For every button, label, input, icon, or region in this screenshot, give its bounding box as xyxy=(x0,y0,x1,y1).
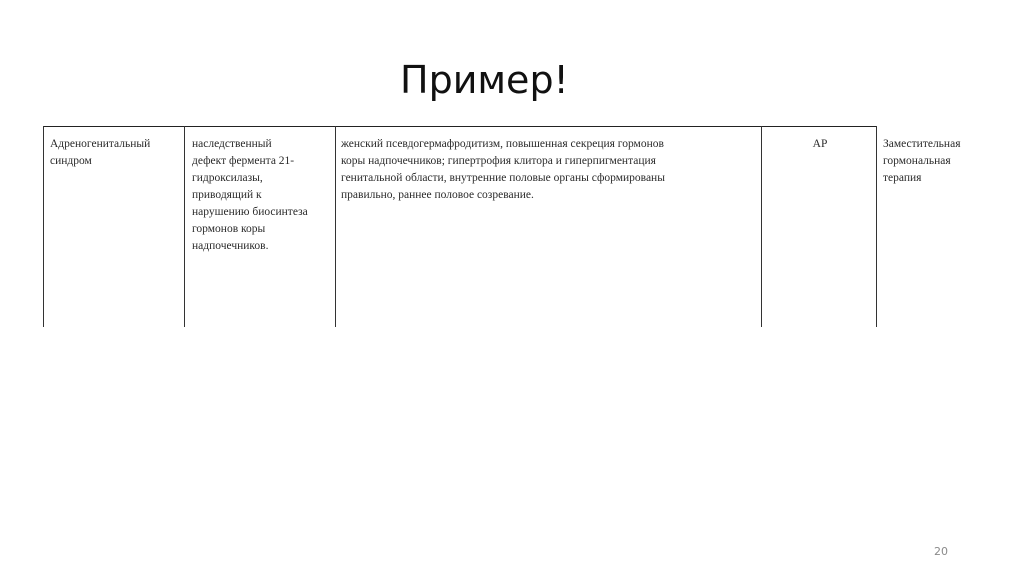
table-border-right xyxy=(876,126,877,327)
column-divider-1 xyxy=(184,126,185,327)
cell-treatment-line: Заместительная xyxy=(883,138,961,150)
cell-cause-line: нарушению биосинтеза xyxy=(192,206,308,218)
cell-treatment-line: гормональная xyxy=(883,155,951,167)
cell-symptoms-line: генитальной области, внутренние половые органы сформированы xyxy=(341,172,665,184)
column-divider-2 xyxy=(335,126,336,327)
cell-inheritance: АР xyxy=(812,138,828,150)
cell-cause xyxy=(192,136,332,255)
cell-cause-line: гормонов коры xyxy=(192,223,266,235)
cell-treatment xyxy=(883,136,993,187)
cell-cause-line: гидроксилазы, xyxy=(192,172,263,184)
cell-symptoms-line: женский псевдогермафродитизм, повышенная секреция гормонов xyxy=(341,138,664,150)
cell-cause-line: наследственный xyxy=(192,138,272,150)
cell-disease-line: Адреногенитальный xyxy=(50,138,151,150)
cell-symptoms-line: правильно, раннее половое созревание. xyxy=(341,189,534,201)
table-top-border xyxy=(43,126,877,127)
cell-cause-line: надпочечников. xyxy=(192,240,269,252)
cell-disease xyxy=(50,136,182,170)
table-border-left xyxy=(43,126,44,327)
slide-title: Пример! xyxy=(400,58,569,102)
cell-cause-line: приводящий к xyxy=(192,189,262,201)
cell-symptoms xyxy=(341,136,759,204)
disease-table xyxy=(43,126,961,327)
cell-symptoms-line: коры надпочечников; гипертрофия клитора и гиперпигментация xyxy=(341,155,656,167)
cell-disease-line: синдром xyxy=(50,155,92,167)
page-number: 20 xyxy=(934,545,948,558)
column-divider-3 xyxy=(761,126,762,327)
cell-cause-line: дефект фермента 21- xyxy=(192,155,295,167)
cell-treatment-line: терапия xyxy=(883,172,922,184)
